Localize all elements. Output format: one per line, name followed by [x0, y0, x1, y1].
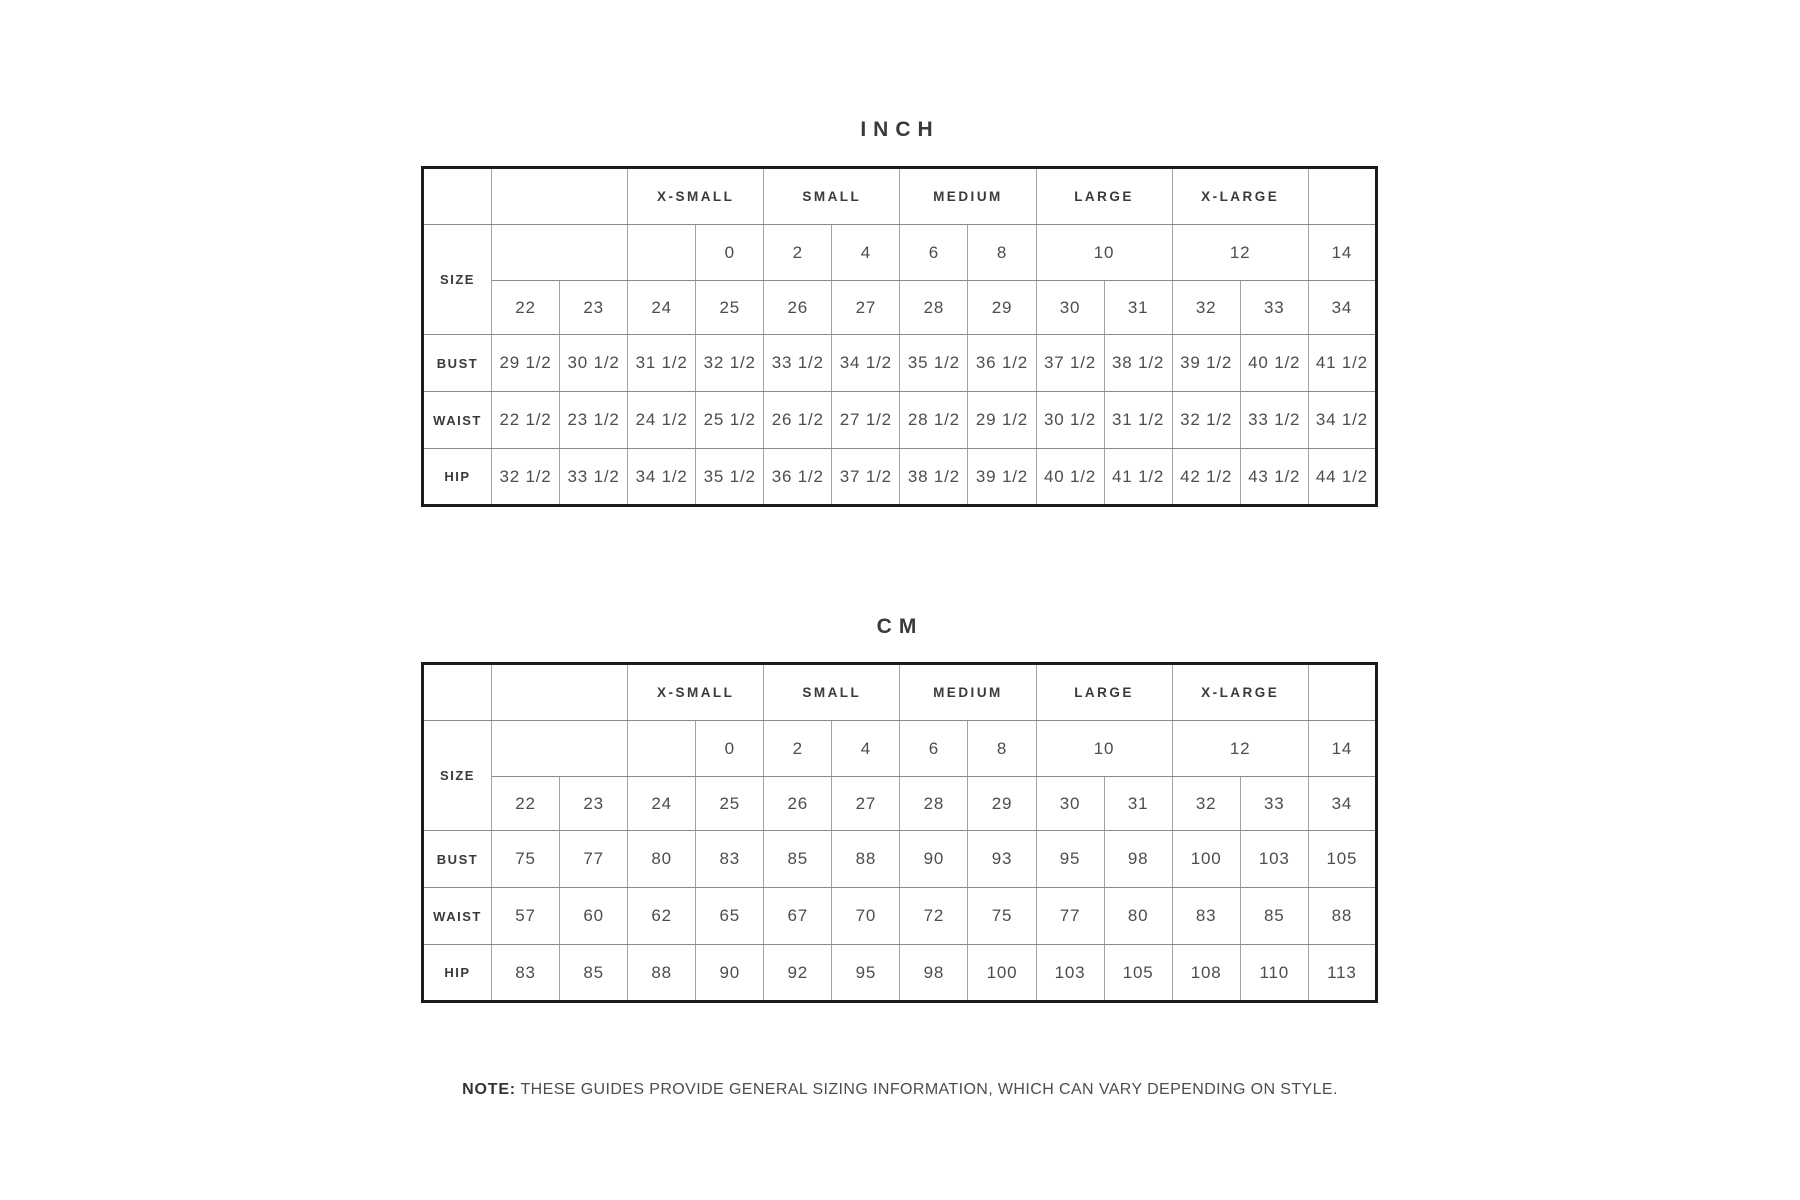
body-size-cell: 28: [900, 777, 968, 831]
waist-value-cell: 88: [1308, 888, 1376, 945]
group-header-medium: MEDIUM: [900, 664, 1036, 721]
waist-value-cell: 29 1/2: [968, 392, 1036, 449]
waist-value-cell: 28 1/2: [900, 392, 968, 449]
waist-row-label: WAIST: [423, 888, 492, 945]
group-header-large: LARGE: [1036, 168, 1172, 225]
waist-row: [423, 888, 1377, 945]
bust-value-cell: 29 1/2: [492, 335, 560, 392]
waist-row-label: WAIST: [423, 392, 492, 449]
hip-value-cell: 98: [900, 945, 968, 1002]
cm-section-title: CM: [876, 615, 924, 638]
waist-value-cell: 31 1/2: [1104, 392, 1172, 449]
bust-row: [423, 831, 1377, 888]
waist-value-cell: 57: [492, 888, 560, 945]
sizing-note-label: NOTE:: [462, 1081, 516, 1098]
body-size-cell: 29: [968, 777, 1036, 831]
us-size-cell: 4: [832, 225, 900, 281]
body-size-cell: 24: [628, 777, 696, 831]
us-size-cell: 4: [832, 721, 900, 777]
hip-value-cell: 100: [968, 945, 1036, 1002]
bust-row-label: BUST: [423, 335, 492, 392]
body-size-cell: 30: [1036, 777, 1104, 831]
hip-value-cell: 95: [832, 945, 900, 1002]
body-size-cell: 27: [832, 777, 900, 831]
group-header-x-large: X-LARGE: [1172, 168, 1308, 225]
us-size-cell: 6: [900, 721, 968, 777]
blank-cell: [628, 225, 696, 281]
waist-value-cell: 65: [696, 888, 764, 945]
hip-value-cell: 90: [696, 945, 764, 1002]
body-size-cell: 28: [900, 281, 968, 335]
inch-size-table: [421, 166, 1378, 507]
group-header-small: SMALL: [764, 664, 900, 721]
hip-value-cell: 85: [560, 945, 628, 1002]
body-size-cell: 33: [1240, 777, 1308, 831]
hip-value-cell: 110: [1240, 945, 1308, 1002]
hip-value-cell: 92: [764, 945, 832, 1002]
bust-value-cell: 100: [1172, 831, 1240, 888]
group-header-medium: MEDIUM: [900, 168, 1036, 225]
group-header-x-small: X-SMALL: [628, 664, 764, 721]
us-size-cell: 2: [764, 721, 832, 777]
group-header-x-small: X-SMALL: [628, 168, 764, 225]
bust-value-cell: 33 1/2: [764, 335, 832, 392]
body-size-cell: 31: [1104, 777, 1172, 831]
hip-value-cell: 108: [1172, 945, 1240, 1002]
us-size-cell: 12: [1172, 225, 1308, 281]
us-size-row: [423, 225, 1377, 281]
us-size-cell: 6: [900, 225, 968, 281]
bust-value-cell: 90: [900, 831, 968, 888]
waist-value-cell: 83: [1172, 888, 1240, 945]
waist-value-cell: 75: [968, 888, 1036, 945]
hip-value-cell: 44 1/2: [1308, 449, 1376, 506]
hip-value-cell: 33 1/2: [560, 449, 628, 506]
hip-value-cell: 38 1/2: [900, 449, 968, 506]
bust-value-cell: 88: [832, 831, 900, 888]
us-size-cell: 0: [696, 225, 764, 281]
bust-value-cell: 98: [1104, 831, 1172, 888]
waist-value-cell: 70: [832, 888, 900, 945]
bust-value-cell: 103: [1240, 831, 1308, 888]
waist-row: [423, 392, 1377, 449]
bust-value-cell: 95: [1036, 831, 1104, 888]
blank-cell: [492, 225, 628, 281]
body-size-cell: 30: [1036, 281, 1104, 335]
sizing-note-text: THESE GUIDES PROVIDE GENERAL SIZING INFORMATION, WHICH CAN VARY DEPENDING ON STYLE.: [520, 1081, 1338, 1098]
sizing-note: [0, 1081, 1800, 1099]
corner-cell: [423, 664, 492, 721]
bust-value-cell: 35 1/2: [900, 335, 968, 392]
bust-row-label: BUST: [423, 831, 492, 888]
us-size-row: [423, 721, 1377, 777]
size-row-label: SIZE: [423, 721, 492, 831]
hip-value-cell: 41 1/2: [1104, 449, 1172, 506]
body-size-cell: 34: [1308, 777, 1376, 831]
bust-row: [423, 335, 1377, 392]
hip-value-cell: 113: [1308, 945, 1376, 1002]
hip-value-cell: 103: [1036, 945, 1104, 1002]
hip-row-label: HIP: [423, 945, 492, 1002]
us-size-cell: 12: [1172, 721, 1308, 777]
body-size-cell: 23: [560, 777, 628, 831]
blank-cell: [628, 721, 696, 777]
us-size-cell: 10: [1036, 225, 1172, 281]
hip-value-cell: 43 1/2: [1240, 449, 1308, 506]
bust-value-cell: 32 1/2: [696, 335, 764, 392]
bust-value-cell: 39 1/2: [1172, 335, 1240, 392]
bust-value-cell: 40 1/2: [1240, 335, 1308, 392]
hip-value-cell: 34 1/2: [628, 449, 696, 506]
hip-row-label: HIP: [423, 449, 492, 506]
waist-value-cell: 60: [560, 888, 628, 945]
group-header-large: LARGE: [1036, 664, 1172, 721]
blank-group-cell: [1308, 168, 1376, 225]
waist-value-cell: 23 1/2: [560, 392, 628, 449]
waist-value-cell: 62: [628, 888, 696, 945]
inch-section-title: INCH: [860, 118, 940, 141]
hip-value-cell: 88: [628, 945, 696, 1002]
body-size-cell: 26: [764, 281, 832, 335]
group-header-row: [423, 664, 1377, 721]
body-size-cell: 34: [1308, 281, 1376, 335]
group-header-small: SMALL: [764, 168, 900, 225]
bust-value-cell: 41 1/2: [1308, 335, 1376, 392]
waist-value-cell: 80: [1104, 888, 1172, 945]
hip-value-cell: 37 1/2: [832, 449, 900, 506]
hip-value-cell: 40 1/2: [1036, 449, 1104, 506]
body-size-cell: 26: [764, 777, 832, 831]
hip-row: [423, 945, 1377, 1002]
body-size-row: [423, 777, 1377, 831]
bust-value-cell: 38 1/2: [1104, 335, 1172, 392]
bust-value-cell: 37 1/2: [1036, 335, 1104, 392]
waist-value-cell: 33 1/2: [1240, 392, 1308, 449]
body-size-cell: 22: [492, 281, 560, 335]
waist-value-cell: 34 1/2: [1308, 392, 1376, 449]
bust-value-cell: 36 1/2: [968, 335, 1036, 392]
bust-value-cell: 83: [696, 831, 764, 888]
hip-value-cell: 83: [492, 945, 560, 1002]
corner-cell: [423, 168, 492, 225]
size-row-label: SIZE: [423, 225, 492, 335]
us-size-cell: 0: [696, 721, 764, 777]
bust-value-cell: 30 1/2: [560, 335, 628, 392]
bust-value-cell: 34 1/2: [832, 335, 900, 392]
waist-value-cell: 27 1/2: [832, 392, 900, 449]
us-size-cell: 2: [764, 225, 832, 281]
waist-value-cell: 25 1/2: [696, 392, 764, 449]
bust-value-cell: 85: [764, 831, 832, 888]
body-size-cell: 25: [696, 777, 764, 831]
us-size-cell: 14: [1308, 721, 1376, 777]
us-size-cell: 8: [968, 225, 1036, 281]
waist-value-cell: 26 1/2: [764, 392, 832, 449]
hip-value-cell: 105: [1104, 945, 1172, 1002]
waist-value-cell: 67: [764, 888, 832, 945]
waist-value-cell: 22 1/2: [492, 392, 560, 449]
us-size-cell: 10: [1036, 721, 1172, 777]
body-size-cell: 27: [832, 281, 900, 335]
bust-value-cell: 31 1/2: [628, 335, 696, 392]
hip-value-cell: 32 1/2: [492, 449, 560, 506]
hip-row: [423, 449, 1377, 506]
blank-group-cell: [492, 168, 628, 225]
body-size-cell: 32: [1172, 281, 1240, 335]
blank-group-cell: [492, 664, 628, 721]
cm-size-table: [421, 662, 1378, 1003]
bust-value-cell: 93: [968, 831, 1036, 888]
us-size-cell: 14: [1308, 225, 1376, 281]
hip-value-cell: 42 1/2: [1172, 449, 1240, 506]
group-header-x-large: X-LARGE: [1172, 664, 1308, 721]
body-size-cell: 23: [560, 281, 628, 335]
bust-value-cell: 80: [628, 831, 696, 888]
body-size-cell: 25: [696, 281, 764, 335]
blank-cell: [492, 721, 628, 777]
body-size-cell: 32: [1172, 777, 1240, 831]
waist-value-cell: 24 1/2: [628, 392, 696, 449]
group-header-row: [423, 168, 1377, 225]
us-size-cell: 8: [968, 721, 1036, 777]
hip-value-cell: 36 1/2: [764, 449, 832, 506]
waist-value-cell: 32 1/2: [1172, 392, 1240, 449]
bust-value-cell: 75: [492, 831, 560, 888]
hip-value-cell: 39 1/2: [968, 449, 1036, 506]
waist-value-cell: 30 1/2: [1036, 392, 1104, 449]
blank-group-cell: [1308, 664, 1376, 721]
bust-value-cell: 77: [560, 831, 628, 888]
waist-value-cell: 85: [1240, 888, 1308, 945]
hip-value-cell: 35 1/2: [696, 449, 764, 506]
waist-value-cell: 72: [900, 888, 968, 945]
body-size-cell: 24: [628, 281, 696, 335]
body-size-row: [423, 281, 1377, 335]
body-size-cell: 22: [492, 777, 560, 831]
waist-value-cell: 77: [1036, 888, 1104, 945]
bust-value-cell: 105: [1308, 831, 1376, 888]
body-size-cell: 29: [968, 281, 1036, 335]
body-size-cell: 33: [1240, 281, 1308, 335]
body-size-cell: 31: [1104, 281, 1172, 335]
